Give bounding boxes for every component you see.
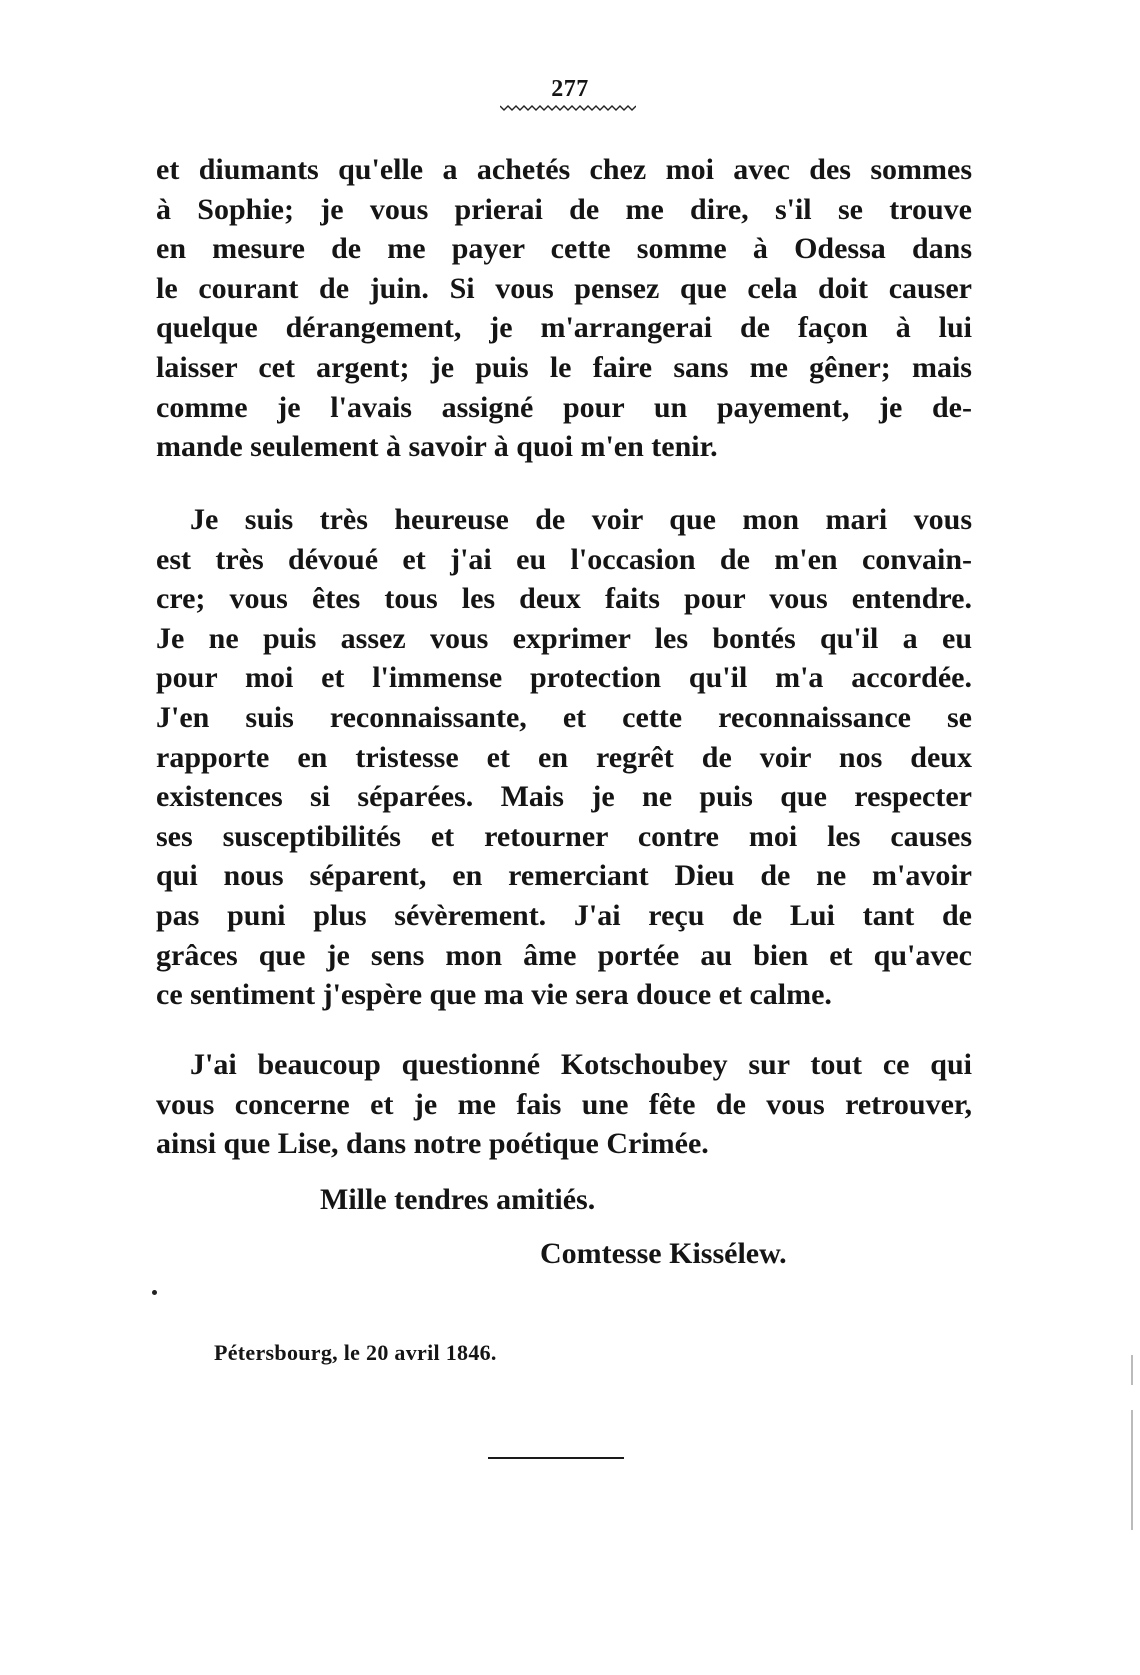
text-line: qui nous séparent, en remerciant Dieu de ne m'avoir (156, 859, 972, 893)
page-number-ornament (500, 100, 636, 112)
text-line: à Sophie; je vous prierai de me dire, s'il se trouve (156, 192, 972, 226)
text-line: existences si séparées. Mais je ne puis que respecter (156, 780, 972, 814)
text-line: pour moi et l'immense protection qu'il m'a accordée. (156, 661, 972, 695)
text-line: Je suis très heureuse de voir que mon mari vous (190, 503, 972, 536)
scan-edge-mark (1131, 1410, 1133, 1530)
text-line: laisser cet argent; je puis le faire sans me gêner; mais (156, 350, 972, 384)
scan-edge-mark (1131, 1355, 1133, 1385)
paragraph-1 (156, 150, 972, 467)
text-line: J'ai beaucoup questionné Kotschoubey sur tout ce qui (190, 1048, 972, 1081)
text-line: et diumants qu'elle a achetés chez moi avec des sommes (156, 153, 972, 186)
text-line: comme je l'avais assigné pour un payement, je de- (156, 390, 972, 424)
text-line: ce sentiment j'espère que ma vie sera douce et calme. (156, 978, 832, 1012)
text-line: le courant de juin. Si vous pensez que cela doit causer (156, 271, 972, 305)
page-number: 277 (551, 76, 589, 102)
closing-salutation: Mille tendres amitiés. (320, 1183, 596, 1216)
text-line: quelque dérangement, je m'arrangerai de façon à lui (156, 311, 972, 345)
text-line: Je ne puis assez vous exprimer les bontés qu'il a eu (156, 621, 972, 655)
text-line: cre; vous êtes tous les deux faits pour vous entendre. (156, 582, 972, 616)
text-line: vous concerne et je me fais une fête de vous retrouver, (156, 1087, 972, 1121)
text-line: ainsi que Lise, dans notre poétique Crimée. (156, 1127, 709, 1161)
text-line: grâces que je sens mon âme portée au bien et qu'avec (156, 938, 972, 972)
text-line: ses susceptibilités et retourner contre moi les causes (156, 819, 972, 853)
paragraph-3 (156, 1045, 972, 1164)
section-end-rule (488, 1457, 624, 1459)
text-line: pas puni plus sévèrement. J'ai reçu de Lui tant de (156, 898, 972, 932)
text-line: rapporte en tristesse et en regrêt de voir nos deux (156, 740, 972, 774)
signature: Comtesse Kissélew. (540, 1237, 787, 1270)
dateline: Pétersbourg, le 20 avril 1846. (214, 1340, 497, 1365)
text-line: est très dévoué et j'ai eu l'occasion de m'en convain- (156, 542, 972, 576)
paragraph-2 (156, 500, 972, 1015)
print-speck (152, 1290, 157, 1295)
text-line: en mesure de me payer cette somme à Odessa dans (156, 232, 972, 266)
text-line: mande seulement à savoir à quoi m'en tenir. (156, 430, 718, 464)
text-line: J'en suis reconnaissante, et cette reconnaissance se (156, 700, 972, 734)
